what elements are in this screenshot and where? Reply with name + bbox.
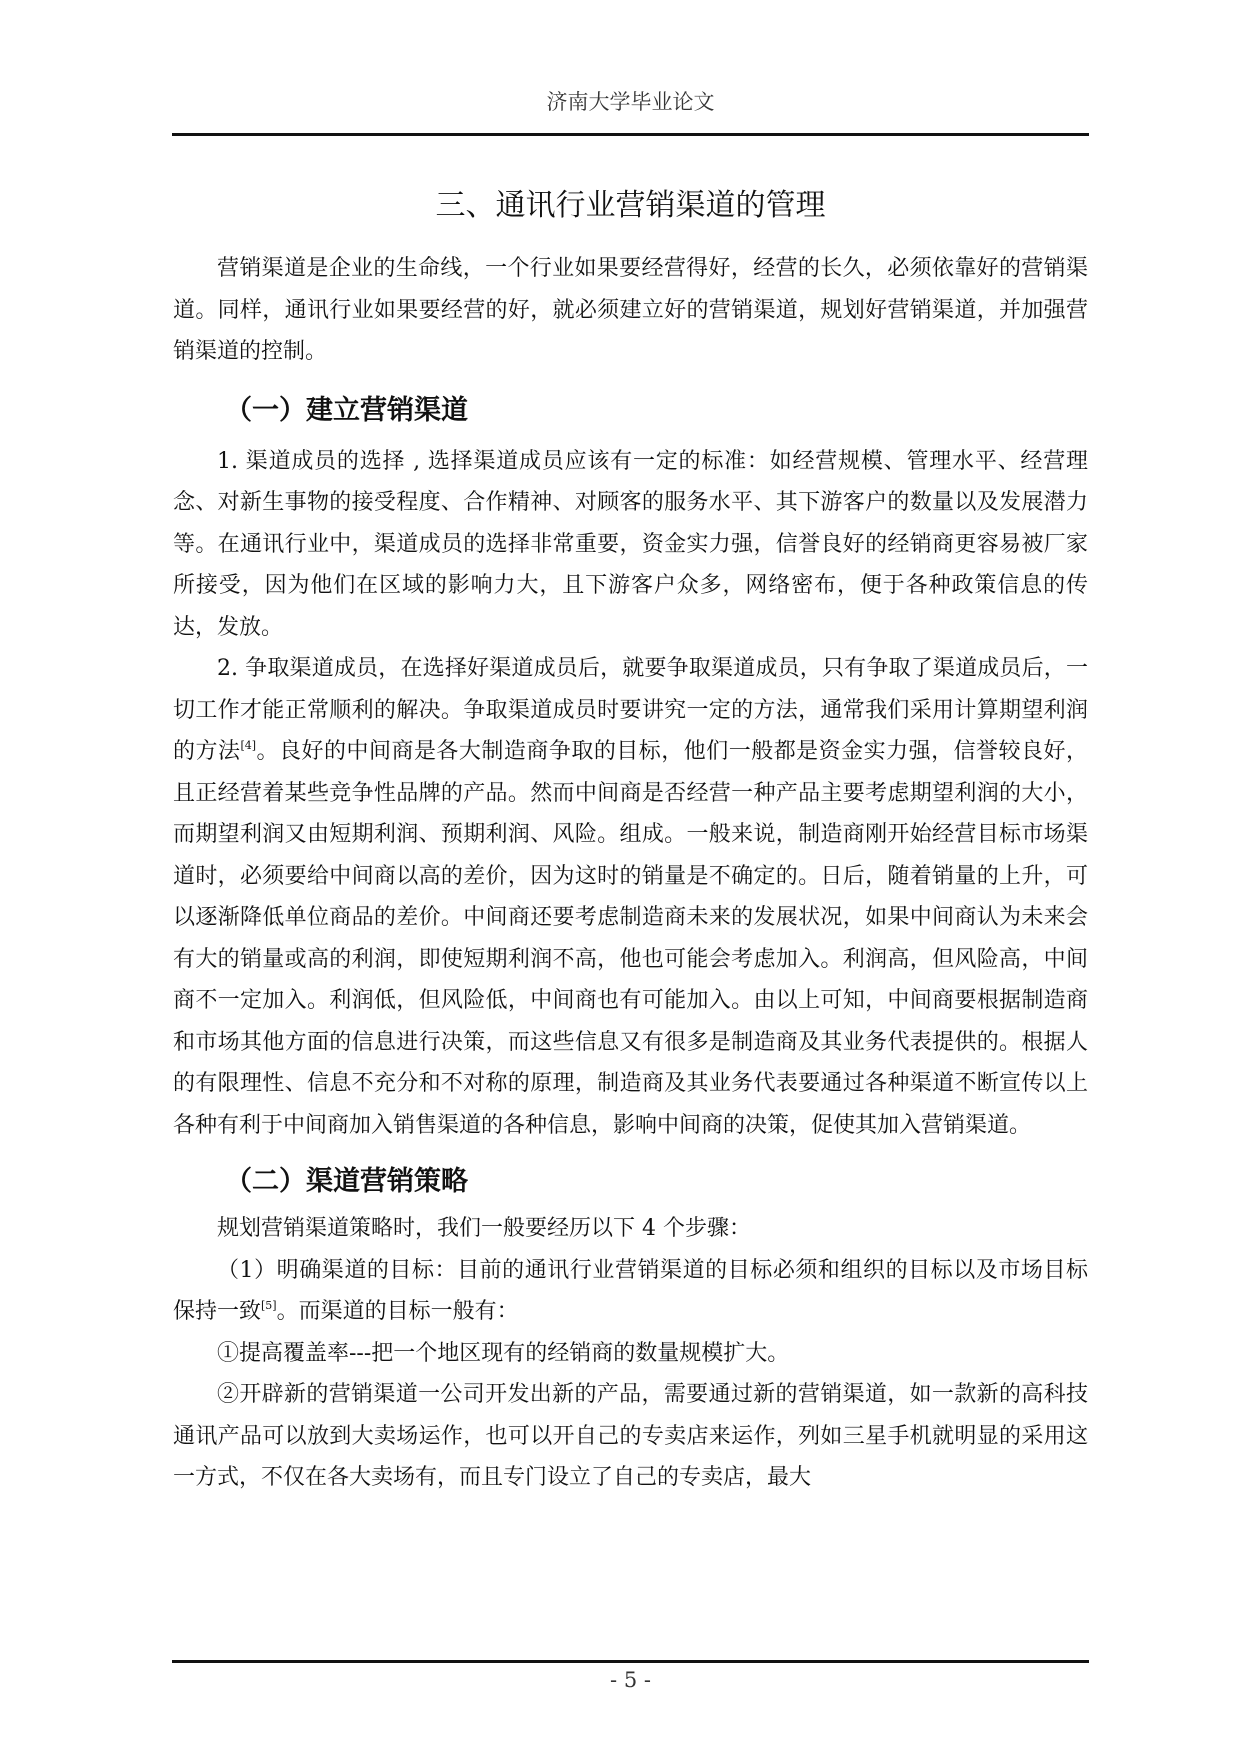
chapter-title: 三、通讯行业营销渠道的管理	[435, 188, 826, 224]
section2-paragraph-2-text-b: 。而渠道的目标一般有：	[276, 1299, 519, 1324]
section2-paragraph-1: 规划营销渠道策略时，我们一般要经历以下 4 个步骤：	[217, 1216, 751, 1241]
footer-rule	[172, 1660, 1089, 1663]
section1-paragraph-2	[173, 648, 1088, 1146]
section1-paragraph-2-text-a: 2. 争取渠道成员，在选择好渠道成员后，就要争取渠道成员，只有争取了渠道成员后，一切工作才能正常顺利的解决。争取渠道成员时要讲究一定的方法，通常我们采用计算期望利润的方法	[173, 656, 1088, 764]
document-body	[173, 248, 1088, 1499]
section2-paragraph-3: ①提高覆盖率---把一个地区现有的经销商的数量规模扩大。	[217, 1340, 790, 1366]
citation-ref-5: [5]	[261, 1299, 277, 1312]
section2-paragraph-2	[173, 1250, 1088, 1333]
citation-ref-4: [4]	[240, 739, 257, 752]
page-number: - 5 -	[610, 1668, 651, 1692]
section2-paragraph-2-text-a: （1）明确渠道的目标：目前的通讯行业营销渠道的目标必须和组织的目标以及市场目标保持一致	[173, 1257, 1088, 1324]
section-heading-2: （二）渠道营销策略	[225, 1166, 468, 1197]
section-heading-1: （一）建立营销渠道	[225, 394, 468, 426]
page-header: 济南大学毕业论文	[546, 90, 715, 114]
header-rule	[172, 133, 1089, 136]
section1-paragraph-2-text-b: 。良好的中间商是各大制造商争取的目标，他们一般都是资金实力强，信誉较良好，且正经营着某些竞争性品牌的产品。然而中间商是否经营一种产品主要考虑期望利润的大小，而期望利润又由短期利润、预期利润、风险。组成。一般来说，制造商刚开始经营目标市场渠道时，必须要给中间商以高的差价，因为这时的销量是不确定的。日后，随着销量的上升，可以逐渐降低单位商品的差价。中间商还要考虑制造商未来的发展状况，如果中间商认为未来会有大的销量或高的利润，即使短期利润不高，他也可能会考虑加入。利润高，但风险高，中间商不一定加入。利润低，但风险低，中间商也有可能加入。由以上可知，中间商要根据制造商和市场其他方面的信息进行决策，而这些信息又有很多是制造商及其业务代表提供的。根据人的有限理性、信息不充分和不对称的原理，制造商及其业务代表要通过各种渠道不断宣传以上各种有利于中间商加入销售渠道的各种信息，影响中间商的决策，促使其加入营销渠道。	[173, 739, 1088, 1138]
section1-paragraph-1: 1. 渠道成员的选择 , 选择渠道成员应该有一定的标准：如经营规模、管理水平、经营理念、对新生事物的接受程度、合作精神、对顾客的服务水平、其下游客户的数量以及发展潜力等。在通讯行业中，渠道成员的选择非常重要，资金实力强，信誉良好的经销商更容易被厂家所接受，因为他们在区域的影响力大，且下游客户众多，网络密布，便于各种政策信息的传达，发放。	[173, 448, 1088, 640]
intro-paragraph: 营销渠道是企业的生命线，一个行业如果要经营得好，经营的长久，必须依靠好的营销渠道。同样，通讯行业如果要经营的好，就必须建立好的营销渠道，规划好营销渠道，并加强营销渠道的控制。	[173, 256, 1088, 364]
section2-paragraph-4: ②开辟新的营销渠道一公司开发出新的产品，需要通过新的营销渠道，如一款新的高科技通讯产品可以放到大卖场运作，也可以开自己的专卖店来运作，列如三星手机就明显的采用这一方式，不仅在各大卖场有，而且专门设立了自己的专卖店，最大	[173, 1382, 1088, 1490]
